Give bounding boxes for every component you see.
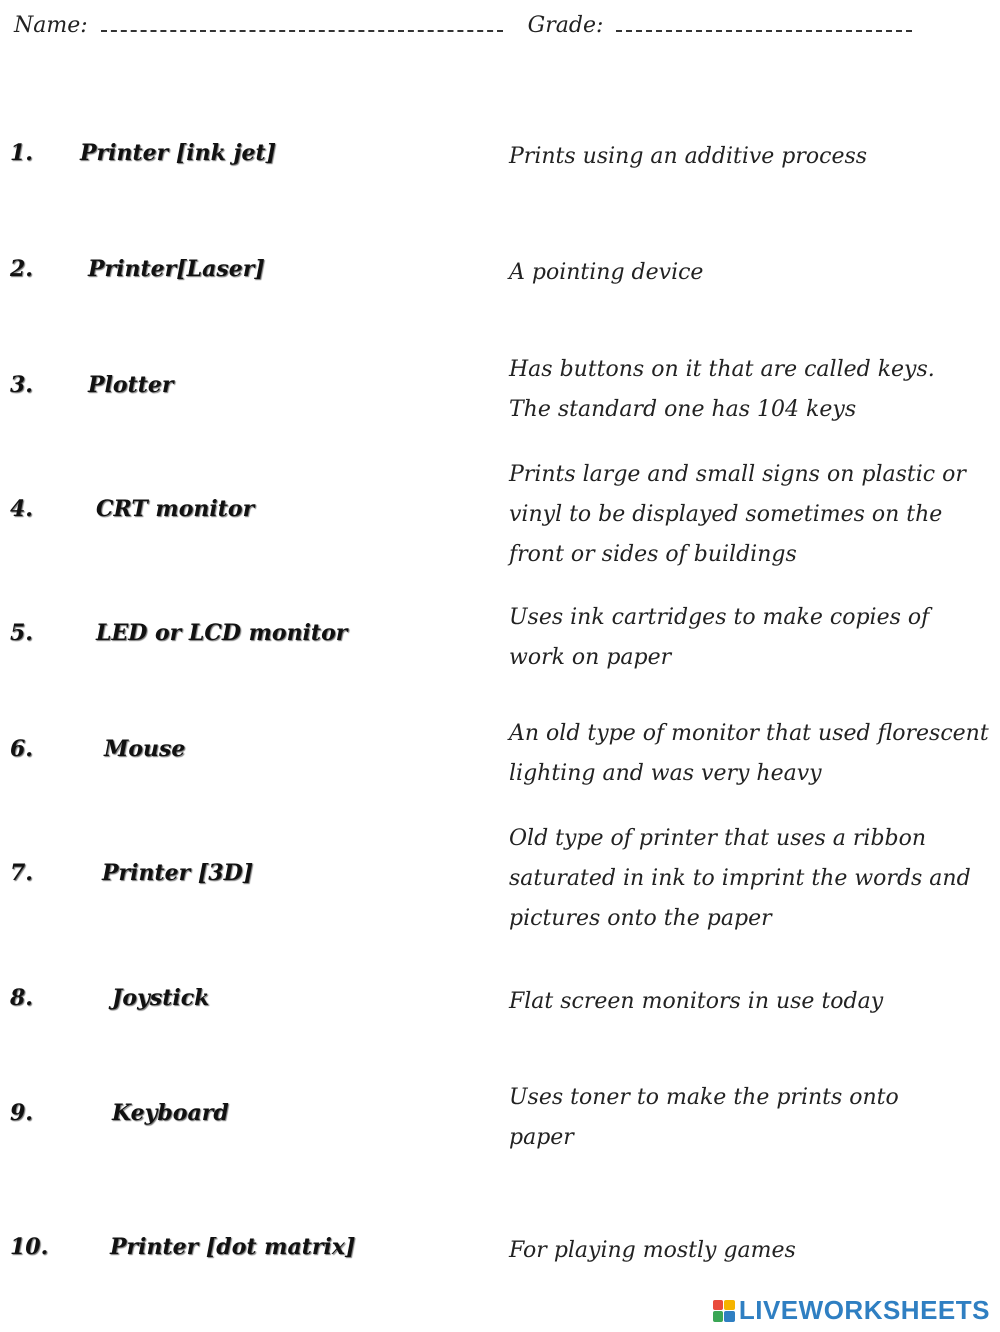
item-term[interactable]: Keyboard	[112, 1100, 229, 1126]
item-term[interactable]: Mouse	[104, 736, 186, 762]
item-definition[interactable]: Uses ink cartridges to make copies of work on paper	[509, 605, 930, 670]
item-number: 3.	[10, 372, 33, 398]
item-definition[interactable]: Old type of printer that uses a ribbon saturated in ink to imprint the words and pictures onto the paper	[509, 826, 971, 931]
item-number: 1.	[10, 140, 33, 166]
item-definition[interactable]: Prints using an additive process	[509, 144, 868, 169]
grade-input-line[interactable]	[616, 12, 912, 32]
item-term[interactable]: CRT monitor	[96, 496, 255, 522]
grade-label: Grade:	[527, 13, 604, 38]
item-definition[interactable]: Uses toner to make the prints onto paper	[509, 1085, 899, 1150]
item-definition[interactable]: Has buttons on it that are called keys. The standard one has 104 keys	[509, 357, 935, 422]
liveworksheets-logo-icon	[713, 1300, 735, 1322]
item-term[interactable]: LED or LCD monitor	[96, 620, 348, 646]
item-term[interactable]: Printer [3D]	[102, 860, 254, 886]
item-definition[interactable]: Prints large and small signs on plastic or vinyl to be displayed sometimes on the front or sides of buildings	[509, 462, 966, 567]
item-number: 4.	[10, 496, 33, 522]
item-term[interactable]: Printer [ink jet]	[80, 140, 277, 166]
item-number: 9.	[10, 1100, 33, 1126]
item-definition[interactable]: A pointing device	[509, 260, 704, 285]
name-label: Name:	[14, 13, 88, 38]
item-number: 6.	[10, 736, 33, 762]
item-number: 2.	[10, 256, 33, 282]
item-term[interactable]: Joystick	[112, 985, 210, 1011]
item-term[interactable]: Plotter	[88, 372, 174, 398]
item-term[interactable]: Printer [dot matrix]	[110, 1234, 356, 1260]
liveworksheets-brand	[713, 1295, 990, 1326]
item-definition[interactable]: For playing mostly games	[509, 1238, 796, 1263]
brand-name: LIVEWORKSHEETS	[738, 1295, 990, 1325]
item-number: 10.	[10, 1234, 49, 1260]
item-number: 8.	[10, 985, 33, 1011]
worksheet-header	[14, 12, 912, 38]
item-definition[interactable]: Flat screen monitors in use today	[509, 989, 884, 1014]
name-input-line[interactable]	[101, 12, 503, 32]
item-number: 5.	[10, 620, 33, 646]
item-number: 7.	[10, 860, 33, 886]
item-term[interactable]: Printer[Laser]	[88, 256, 265, 282]
item-definition[interactable]: An old type of monitor that used florescent lighting and was very heavy	[509, 721, 989, 786]
